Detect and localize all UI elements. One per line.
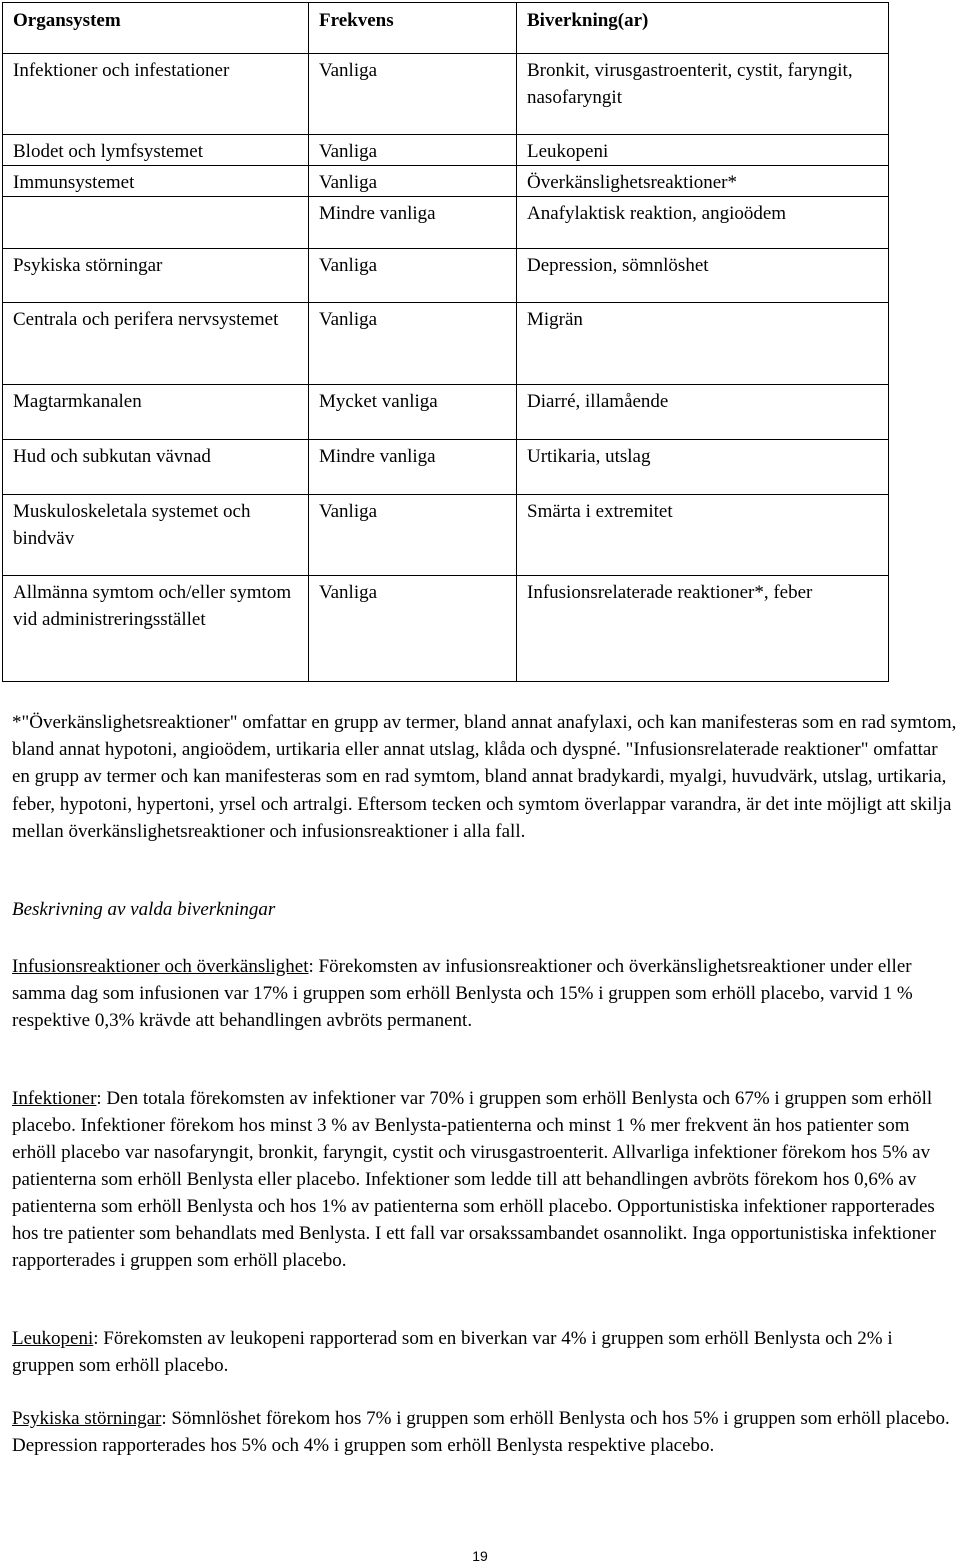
table-row [3, 54, 889, 135]
paragraph-leukopenia [12, 1325, 957, 1379]
table-header-row [3, 3, 889, 54]
header-organ-system: Organsystem [3, 3, 309, 54]
table-row [3, 303, 889, 385]
header-frequency: Frekvens [309, 3, 517, 54]
cell-reaction: Anafylaktisk reaktion, angioödem [517, 197, 889, 249]
table-row [3, 249, 889, 303]
cell-reaction: Bronkit, virusgastroenterit, cystit, faryngit, nasofaryngit [517, 54, 889, 135]
cell-reaction: Smärta i extremitet [517, 495, 889, 576]
cell-reaction: Överkänslighetsreaktioner* [517, 166, 889, 197]
cell-frequency: Mycket vanliga [309, 385, 517, 440]
cell-organ: Hud och subkutan vävnad [3, 440, 309, 495]
cell-frequency: Vanliga [309, 135, 517, 166]
cell-reaction: Migrän [517, 303, 889, 385]
cell-reaction: Diarré, illamående [517, 385, 889, 440]
paragraph-text: : Sömnlöshet förekom hos 7% i gruppen som erhöll Benlysta och hos 5% i gruppen som erhöll placebo. Depression rapporterades hos 5% och 4% i gruppen som erhöll Benlysta respektive placebo. [12, 1408, 950, 1456]
cell-frequency: Vanliga [309, 166, 517, 197]
cell-organ: Psykiska störningar [3, 249, 309, 303]
paragraph-heading: Infektioner [12, 1088, 97, 1109]
cell-frequency: Vanliga [309, 249, 517, 303]
cell-organ: Allmänna symtom och/eller symtom vid administreringsstället [3, 576, 309, 682]
cell-frequency: Vanliga [309, 576, 517, 682]
cell-frequency: Vanliga [309, 54, 517, 135]
table-row [3, 440, 889, 495]
page-number: 19 [472, 1548, 488, 1564]
cell-organ: Immunsystemet [3, 166, 309, 197]
table-row [3, 495, 889, 576]
section-title: Beskrivning av valda biverkningar [12, 899, 276, 920]
cell-frequency: Mindre vanliga [309, 197, 517, 249]
paragraph-infections [12, 1085, 957, 1274]
cell-frequency: Vanliga [309, 303, 517, 385]
paragraph-heading: Psykiska störningar [12, 1408, 162, 1429]
paragraph-text: : Förekomsten av infusionsreaktioner och överkänslighetsreaktioner under eller samma dag som infusionen var 17% i gruppen som erhöll Benlysta och 15% i gruppen som erhöll placebo, varvid 1 % respektive 0,3% krävde att behandlingen avbröts permanent. [12, 956, 913, 1031]
paragraph-psychiatric [12, 1405, 957, 1459]
cell-reaction: Urtikaria, utslag [517, 440, 889, 495]
table-footnote: *"Överkänslighetsreaktioner" omfattar en grupp av termer, bland annat anafylaxi, och kan manifesteras som en rad symtom, bland annat hypotoni, angioödem, urtikaria eller annat utslag, klåda och dyspné. "Infusionsrelaterade reaktioner" omfattar en grupp av termer och kan manifesteras som en rad symtom, bland annat bradykardi, myalgi, huvudvärk, utslag, urtikaria, feber, hypotoni, hypertoni, yrsel och artralgi. Eftersom tecken och symtom överlappar varandra, är det inte möjligt att skilja mellan överkänslighetsreaktioner och infusionsreaktioner i alla fall. [12, 712, 957, 842]
cell-reaction: Infusionsrelaterade reaktioner*, feber [517, 576, 889, 682]
cell-organ: Blodet och lymfsystemet [3, 135, 309, 166]
adverse-reactions-table [2, 2, 889, 682]
cell-organ: Infektioner och infestationer [3, 54, 309, 135]
cell-reaction: Leukopeni [517, 135, 889, 166]
cell-organ: Centrala och perifera nervsystemet [3, 303, 309, 385]
paragraph-heading: Infusionsreaktioner och överkänslighet [12, 956, 309, 977]
cell-frequency: Mindre vanliga [309, 440, 517, 495]
header-reactions: Biverkning(ar) [517, 3, 889, 54]
table-row [3, 576, 889, 682]
cell-organ: Magtarmkanalen [3, 385, 309, 440]
paragraph-infusion-reactions [12, 953, 957, 1034]
paragraph-heading: Leukopeni [12, 1328, 94, 1349]
table-row [3, 385, 889, 440]
cell-organ: Muskuloskeletala systemet och bindväv [3, 495, 309, 576]
paragraph-text: : Förekomsten av leukopeni rapporterad som en biverkan var 4% i gruppen som erhöll Benlysta och 2% i gruppen som erhöll placebo. [12, 1328, 893, 1376]
cell-reaction: Depression, sömnlöshet [517, 249, 889, 303]
table-row [3, 135, 889, 166]
cell-organ [3, 197, 309, 249]
table-row [3, 166, 889, 197]
paragraph-text: : Den totala förekomsten av infektioner var 70% i gruppen som erhöll Benlysta och 67% i gruppen som erhöll placebo. Infektioner förekom hos minst 3 % av Benlysta-patienterna och minst 1 % mer frekvent än hos patienter som erhöll placebo var nasofaryngit, bronkit, faryngit, cystit och virusgastroenterit. Allvarliga infektioner förekom hos 5% av patienterna som erhöll Benlysta eller placebo. Infektioner som ledde till att behandlingen avbröts förekom hos 0,6% av patienterna som erhöll Benlysta och hos 1% av patienterna som erhöll placebo. Opportunistiska infektioner rapporterades hos tre patienter som behandlats med Benlysta. I ett fall var orsakssambandet osannolikt. Inga opportunistiska infektioner rapporterades i gruppen som erhöll placebo. [12, 1088, 936, 1271]
cell-frequency: Vanliga [309, 495, 517, 576]
table-row [3, 197, 889, 249]
